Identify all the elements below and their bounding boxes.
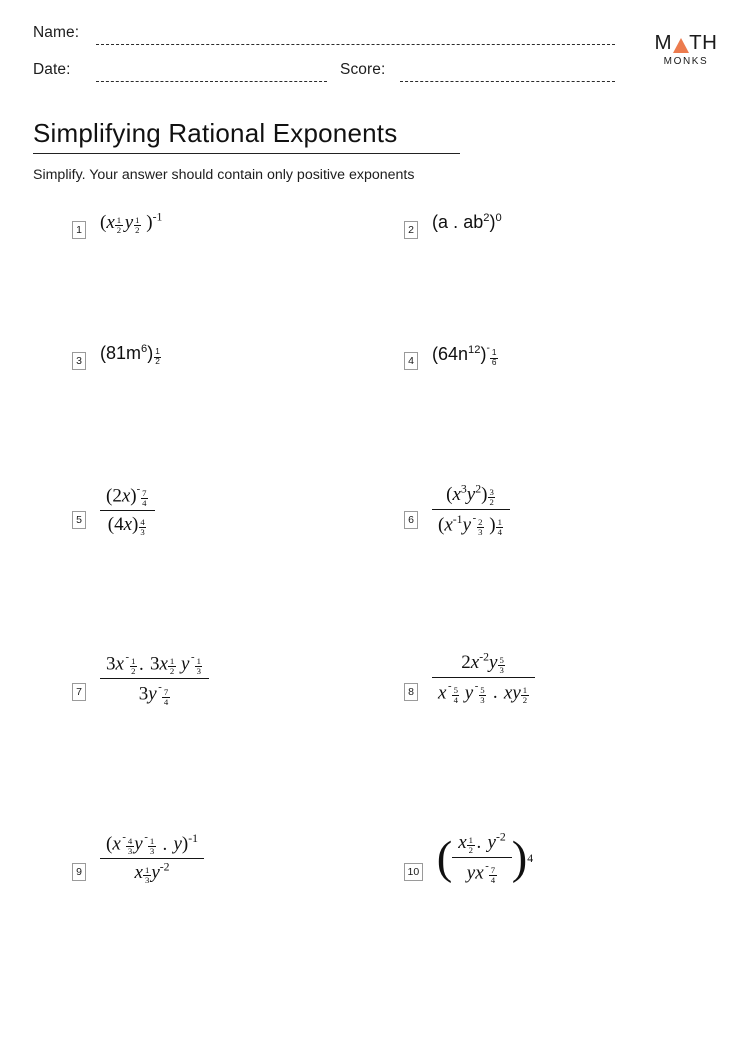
problem-number: 1 xyxy=(72,221,86,239)
problem-6[interactable] xyxy=(404,484,510,537)
date-label: Date: xyxy=(33,61,71,78)
problem-expression: (a . $ab^2)^0$ xyxy=(432,212,502,232)
problem-4[interactable] xyxy=(404,343,498,370)
problem-10[interactable] xyxy=(404,832,533,885)
score-input-line[interactable] xyxy=(400,81,615,82)
problem-number: 9 xyxy=(72,863,86,881)
logo-subtext: MONKS xyxy=(663,55,709,67)
name-label: Name: xyxy=(33,24,80,41)
date-input-line[interactable] xyxy=(96,81,327,82)
title-underline xyxy=(33,153,460,154)
fraction: (x - $\frac{4}{3}$ y - $\frac{1}{3}$ . y)$^{-1}$ x $\frac{1}{3}$ $y^{-2}$ xyxy=(100,832,204,885)
name-input-line[interactable] xyxy=(96,44,615,45)
problem-7[interactable] xyxy=(72,652,209,707)
right-paren: ) xyxy=(511,832,528,884)
problem-expression xyxy=(100,484,155,537)
problem-number: 7 xyxy=(72,683,86,701)
triangle-up-icon xyxy=(673,38,689,53)
score-label: Score: xyxy=(340,61,386,78)
fraction: $(x^3y^2)$ $\frac{3}{2}$ ($x^{-1}y$ - $\frac{2}{3}$ ) $\frac{1}{4}$ xyxy=(432,484,510,537)
problem-1[interactable] xyxy=(72,212,162,239)
problem-5[interactable] xyxy=(72,484,155,537)
problem-expression: $(81m^6)$ $\frac{1}{2}$ xyxy=(100,343,160,366)
problem-9[interactable] xyxy=(72,832,204,885)
problem-expression: ( x $\frac{1}{2}$ . $y^{-2}$ yx - $\frac{7}{4}$ ) 4 xyxy=(436,830,534,886)
problem-expression xyxy=(100,652,209,707)
problem-expression: (x $\frac{1}{2}$ y $\frac{1}{2}$ )$^{-1}$ xyxy=(100,210,163,235)
problem-number: 2 xyxy=(404,221,418,239)
problem-3[interactable] xyxy=(72,343,162,370)
problem-8[interactable] xyxy=(404,652,535,705)
problem-number: 4 xyxy=(404,352,418,370)
problem-number: 8 xyxy=(404,683,418,701)
logo-wordmark xyxy=(650,33,722,54)
fraction: 3x - $\frac{1}{2}$ . 3x $\frac{1}{2}$ y - $\frac{1}{3}$ 3y - $\frac{7}{4}$ xyxy=(100,652,209,707)
problem-number: 10 xyxy=(404,863,423,881)
problem-number: 6 xyxy=(404,511,418,529)
problem-expression xyxy=(432,484,510,537)
problem-expression xyxy=(100,832,204,885)
instructions: Simplify. Your answer should contain only positive exponents xyxy=(33,167,415,183)
problem-row xyxy=(0,484,742,654)
problem-row xyxy=(0,652,742,822)
fraction: x $\frac{1}{2}$ . $y^{-2}$ yx - $\frac{7}{4}$ xyxy=(452,832,512,885)
worksheet-header xyxy=(0,0,742,100)
problem-number: 3 xyxy=(72,352,86,370)
problem-expression: $(64n^{12})^-$ $\frac{1}{6}$ xyxy=(432,343,497,367)
problem-number: 5 xyxy=(72,511,86,529)
logo-letters-th: TH xyxy=(689,31,718,54)
title-block xyxy=(33,118,463,154)
problem-row xyxy=(0,832,742,1002)
logo-letter-m: M xyxy=(654,31,673,54)
fraction: (2x)- $\frac{7}{4}$ (4x) $\frac{4}{3}$ xyxy=(100,484,155,537)
problem-grid xyxy=(0,212,742,1050)
problem-expression xyxy=(432,652,535,705)
fraction: $2x^{-2}y$ $\frac{5}{3}$ x - $\frac{5}{4}$ y - $\frac{5}{3}$ . xy $\frac{1}{2}$ xyxy=(432,652,535,705)
page-title: Simplifying Rational Exponents xyxy=(33,118,398,148)
left-paren: ( xyxy=(436,832,453,884)
problem-2[interactable] xyxy=(404,212,502,239)
mathmonks-logo xyxy=(650,33,722,67)
